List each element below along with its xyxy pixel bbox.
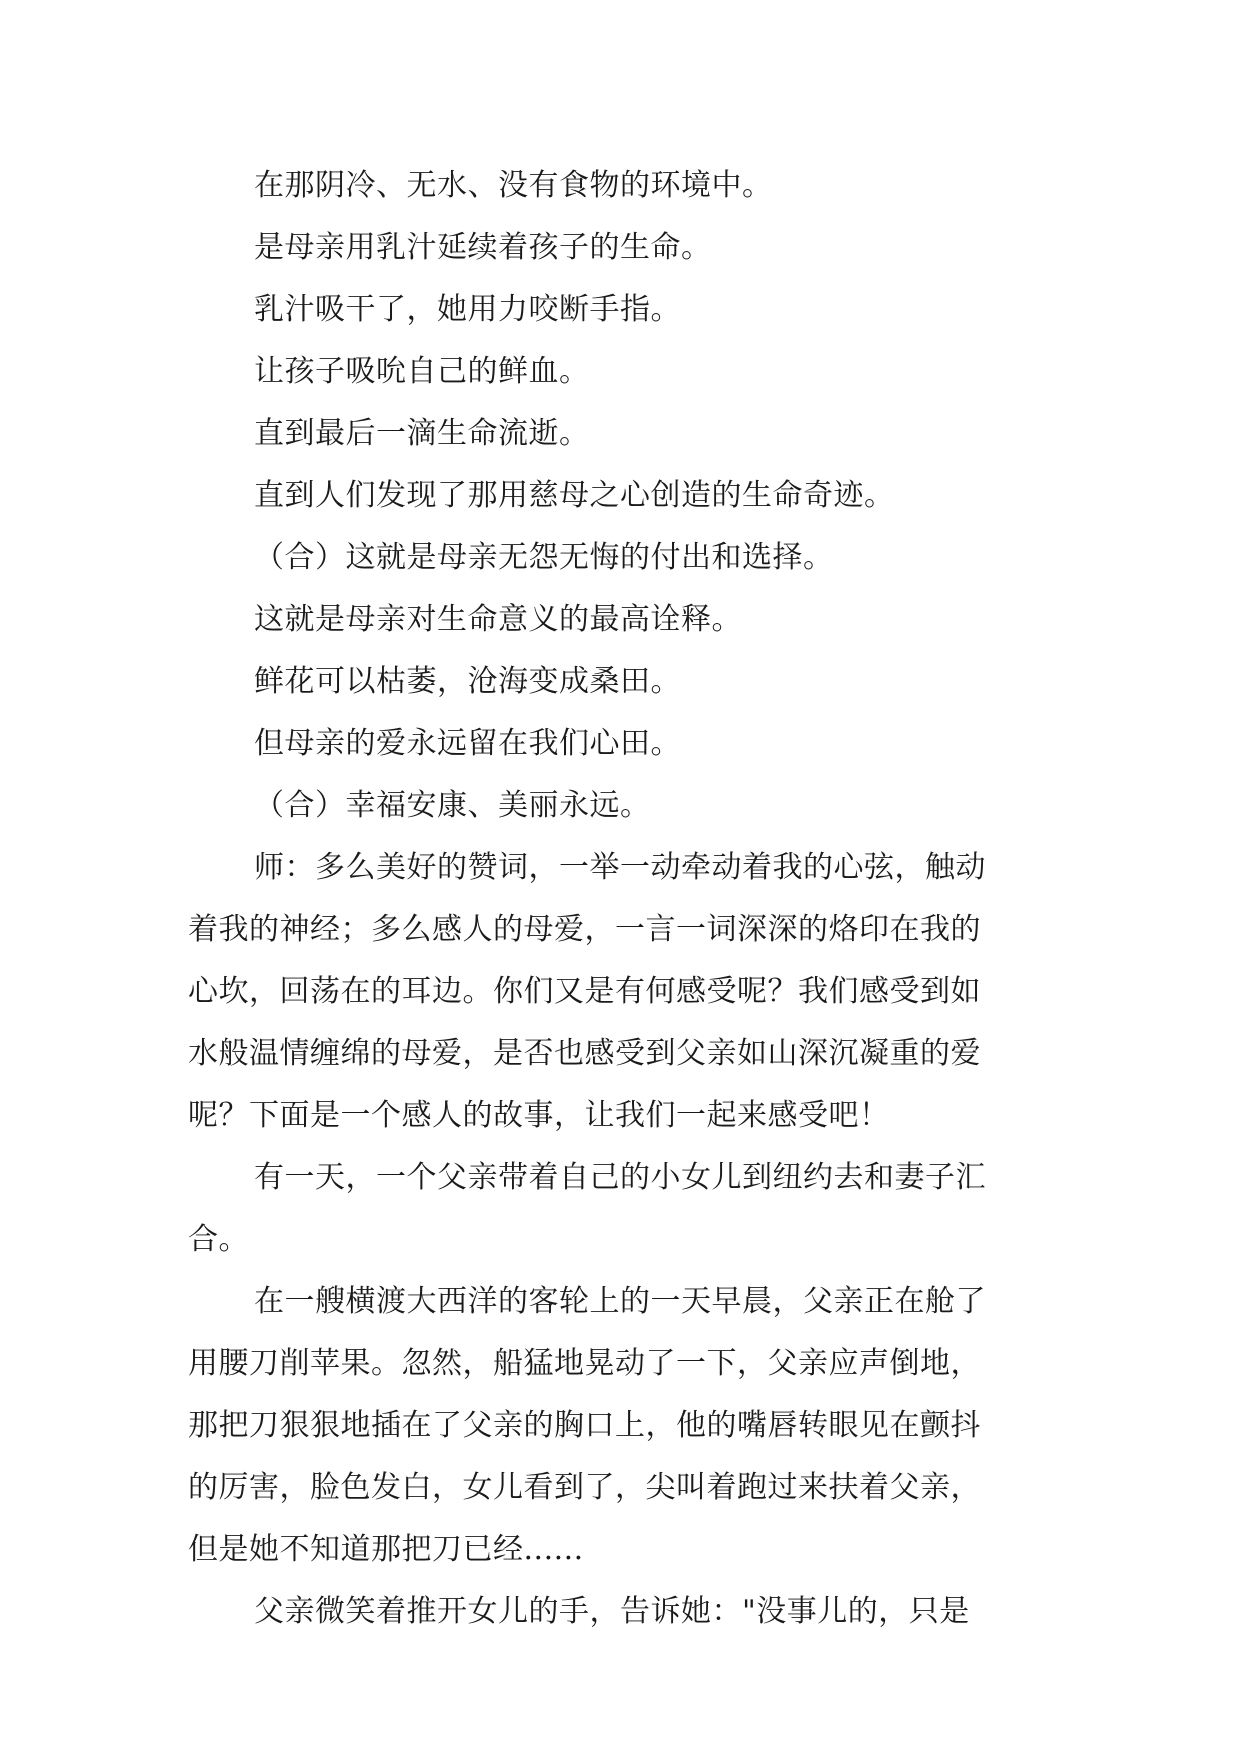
paragraph-line: 有一天，一个父亲带着自己的小女儿到纽约去和妻子汇 [254, 1160, 986, 1195]
poem-line: 让孩子吸吮自己的鲜血。 [254, 354, 590, 389]
paragraph-line: 的厉害，脸色发白，女儿看到了，尖叫着跑过来扶着父亲， [188, 1470, 981, 1505]
poem-line: （合）幸福安康、美丽永远。 [254, 788, 651, 823]
document-page [188, 155, 1056, 1643]
poem-line: 这就是母亲对生命意义的最高诠释。 [254, 602, 742, 637]
poem-line: 乳汁吸干了，她用力咬断手指。 [254, 292, 681, 327]
poem-line: 鲜花可以枯萎，沧海变成桑田。 [254, 664, 681, 699]
paragraph-line: 师：多么美好的赞词，一举一动牵动着我的心弦，触动 [254, 850, 986, 885]
poem-line: 直到人们发现了那用慈母之心创造的生命奇迹。 [254, 478, 895, 513]
paragraph-teacher [188, 837, 1056, 1147]
poem-line: 但母亲的爱永远留在我们心田。 [254, 726, 681, 761]
paragraph-line: 水般温情缠绵的母爱，是否也感受到父亲如山深沉凝重的爱 [188, 1036, 981, 1071]
paragraph-line: 着我的神经；多么感人的母爱，一言一词深深的烙印在我的 [188, 912, 981, 947]
paragraph-line: 那把刀狠狠地插在了父亲的胸口上，他的嘴唇转眼见在颤抖 [188, 1408, 981, 1443]
poem-line: （合）这就是母亲无怨无悔的付出和选择。 [254, 540, 834, 575]
paragraph-ship [188, 1271, 1056, 1581]
poem-line: 在那阴冷、无水、没有食物的环境中。 [254, 168, 773, 203]
poem-line: 是母亲用乳汁延续着孩子的生命。 [254, 230, 712, 265]
paragraph-line: 在一艘横渡大西洋的客轮上的一天早晨，父亲正在舱了 [254, 1284, 986, 1319]
paragraph-line: 但是她不知道那把刀已经...... [188, 1532, 584, 1567]
paragraph-line: 呢？下面是一个感人的故事，让我们一起来感受吧！ [188, 1098, 890, 1133]
paragraph-line: 合。 [188, 1222, 249, 1257]
paragraph-line: 用腰刀削苹果。忽然，船猛地晃动了一下，父亲应声倒地， [188, 1346, 981, 1381]
paragraph-story-start [188, 1147, 1056, 1271]
paragraph-line: 父亲微笑着推开女儿的手，告诉她："没事儿的，只是 [254, 1594, 970, 1629]
poem-line: 直到最后一滴生命流逝。 [254, 416, 590, 451]
paragraph-father [188, 1581, 1056, 1643]
paragraph-line: 心坎，回荡在的耳边。你们又是有何感受呢？我们感受到如 [188, 974, 981, 1009]
